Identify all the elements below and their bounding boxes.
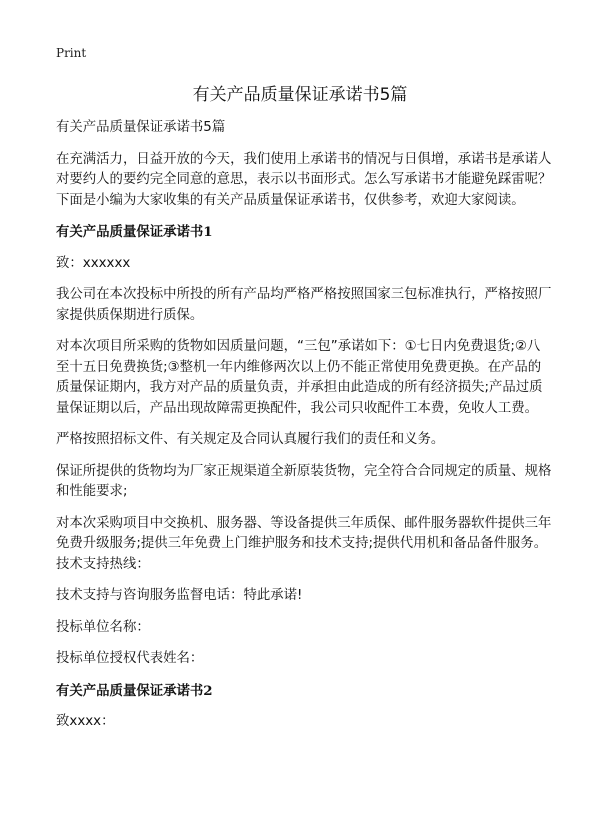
body-paragraph: 保证所提供的货物均为厂家正规渠道全新原装货物，完全符合合同规定的质量、规格和性能要求; <box>56 463 552 499</box>
section-heading-2: 有关产品质量保证承诺书2 <box>56 682 213 699</box>
representative-name-line: 投标单位授权代表姓名： <box>56 651 204 666</box>
intro-subtitle: 有关产品质量保证承诺书5篇 <box>56 120 226 135</box>
print-link[interactable]: Print <box>56 46 87 60</box>
document-body <box>56 118 553 744</box>
body-paragraph: 技术支持与咨询服务监督电话：特此承诺! <box>56 588 303 603</box>
document-title: 有关产品质量保证承诺书5篇 <box>192 85 408 105</box>
body-paragraph: 对本次项目所采购的货物如因质量问题，“三包”承诺如下：①七日内免费退货;②八至十五日免费换货;③整机一年内维修两次以上仍不能正常使用免费更换。在产品的质量保证期内，我方对产品的质量负责，并承担由此造成的所有经济损失;产品过质量保证期以后，产品出现故障需更换配件，我公司只收配件工本费，免收人工费。 <box>56 339 543 416</box>
body-paragraph: 对本次采购项目中交换机、服务器、等设备提供三年质保、邮件服务器软件提供三年免费升级服务;提供三年免费上门维护服务和技术支持;提供代用机和备品备件服务。技术支持热线： <box>56 515 552 572</box>
body-paragraph: 我公司在本次投标中所投的所有产品均严格严格按照国家三包标准执行，严格按照厂家提供质保期进行质保。 <box>56 287 552 323</box>
section-heading-1: 有关产品质量保证承诺书1 <box>56 224 213 240</box>
bidder-name-line: 投标单位名称： <box>56 619 150 635</box>
body-paragraph: 严格按照招标文件、有关规定及合同认真履行我们的责任和义务。 <box>56 432 445 447</box>
salutation-1: 致：xxxxxx <box>56 255 131 271</box>
intro-paragraph: 在充满活力，日益开放的今天，我们使用上承诺书的情况与日俱增，承诺书是承诺人对要约人的要约完全同意的意思，表示以书面形式。怎么写承诺书才能避免踩雷呢？下面是小编为大家收集的有关产品质量保证承诺书，仅供参考，欢迎大家阅读。 <box>56 151 552 208</box>
salutation-2: 致xxxx： <box>56 714 115 729</box>
